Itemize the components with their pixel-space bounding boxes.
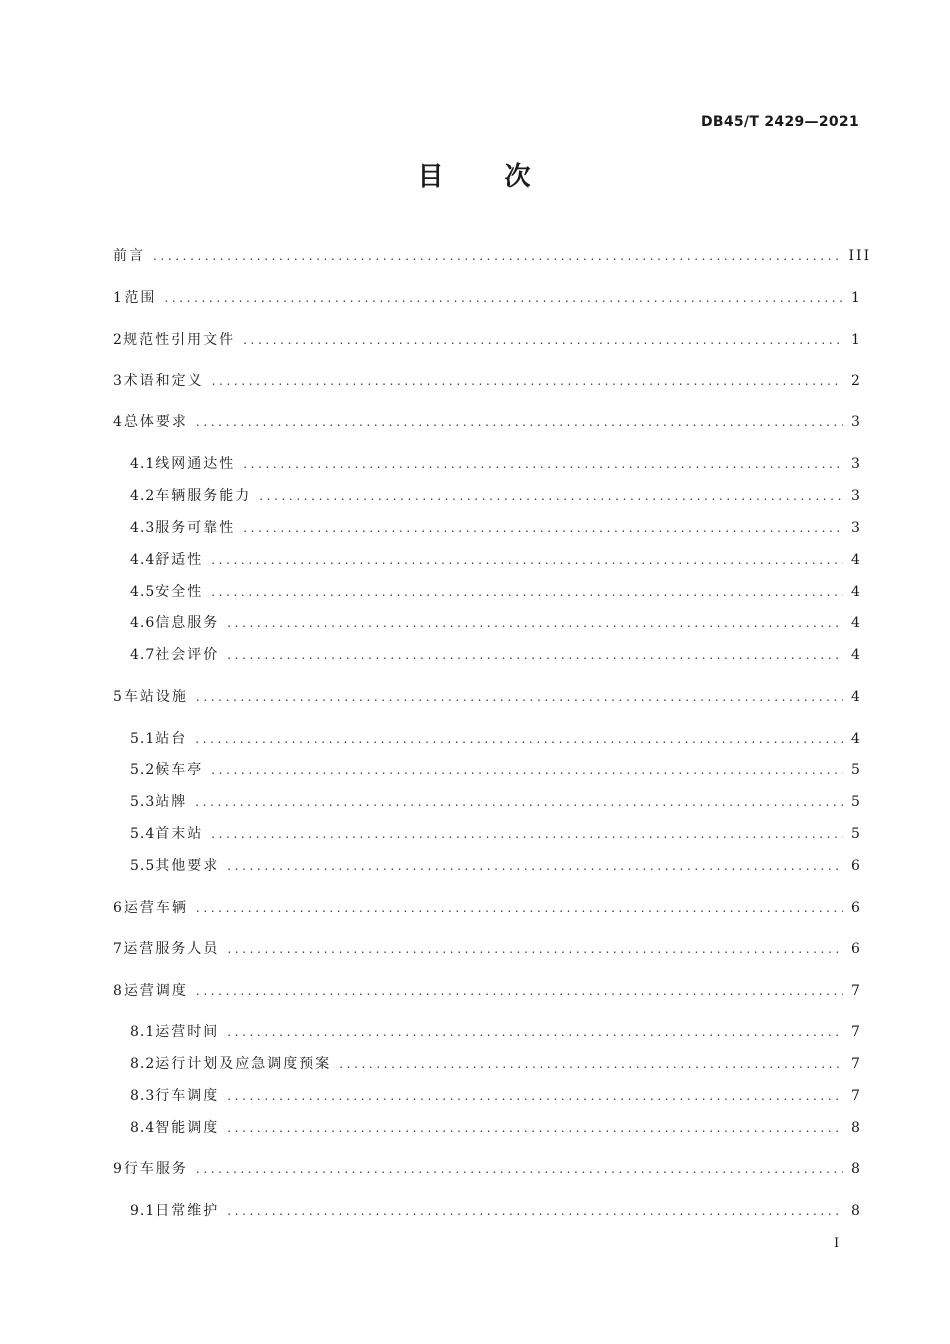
toc-entry-number: 5.4 (130, 826, 156, 842)
toc-entry-page: 1 (851, 332, 860, 348)
toc-entry-page: 2 (851, 373, 860, 389)
toc-entry-page: 4 (851, 615, 860, 631)
document-code: DB45/T 2429—2021 (700, 114, 859, 130)
toc-entry-page: 5 (851, 762, 860, 778)
toc-entry[interactable] (130, 517, 859, 539)
toc-dot-leader (211, 759, 843, 781)
toc-entry[interactable] (113, 370, 859, 392)
toc-entry-label: 行车服务 (123, 1161, 188, 1177)
toc-entry[interactable] (130, 1200, 859, 1222)
toc-entry-page: 8 (851, 1161, 860, 1177)
toc-entry[interactable] (130, 791, 859, 813)
toc-dot-leader (243, 453, 843, 475)
toc-dot-leader (243, 517, 843, 539)
toc-entry-label: 日常维护 (155, 1203, 220, 1219)
toc-entry[interactable] (113, 411, 859, 433)
toc-dot-leader (227, 855, 843, 877)
toc-entry-label: 行车调度 (155, 1088, 220, 1104)
toc-entry-number: 8.2 (130, 1056, 156, 1072)
toc-dot-leader (212, 370, 843, 392)
toc-entry-label: 术语和定义 (123, 373, 204, 389)
toc-entry-page: III (848, 248, 872, 264)
toc-entry-number: 6 (113, 900, 122, 916)
toc-entry[interactable] (130, 759, 859, 781)
toc-entry[interactable] (130, 1021, 859, 1043)
toc-entry-number: 8.4 (130, 1120, 156, 1136)
toc-dot-leader (196, 1158, 843, 1180)
toc-entry-number: 7 (113, 941, 122, 957)
toc-dot-leader (211, 549, 843, 571)
toc-entry-number: 4.4 (130, 552, 156, 568)
toc-entry-label: 信息服务 (155, 615, 220, 631)
toc-entry[interactable] (130, 485, 859, 507)
toc-entry-number: 4.7 (130, 647, 156, 663)
toc-dot-leader (227, 938, 843, 960)
toc-entry-page: 4 (851, 731, 860, 747)
toc-dot-leader (211, 581, 843, 603)
toc-entry-page: 7 (851, 983, 860, 999)
toc-entry-page: 7 (851, 1088, 860, 1104)
toc-dot-leader (196, 897, 843, 919)
toc-entry-number: 4.1 (130, 456, 156, 472)
toc-dot-leader (195, 791, 843, 813)
toc-entry[interactable] (113, 897, 859, 919)
toc-dot-leader (259, 485, 843, 507)
toc-entry[interactable] (113, 980, 859, 1002)
toc-entry-label: 舒适性 (155, 552, 204, 568)
toc-dot-leader (227, 1200, 843, 1222)
toc-entry-label: 总体要求 (123, 414, 188, 430)
toc-entry-label: 候车亭 (155, 762, 204, 778)
toc-entry[interactable] (130, 823, 859, 845)
toc-entry-page: 3 (851, 488, 860, 504)
toc-entry[interactable] (113, 287, 859, 309)
toc-entry-number: 4.5 (130, 584, 156, 600)
toc-entry-label: 服务可靠性 (155, 520, 236, 536)
toc-entry[interactable] (130, 855, 859, 877)
toc-entry[interactable] (130, 644, 859, 666)
toc-entry-number: 2 (113, 332, 122, 348)
toc-entry-label: 社会评价 (155, 647, 220, 663)
toc-entry-page: 4 (851, 552, 860, 568)
toc-entry-label: 规范性引用文件 (123, 332, 236, 348)
toc-entry-label: 运行计划及应急调度预案 (155, 1056, 332, 1072)
toc-entry[interactable] (130, 1085, 859, 1107)
toc-entry-number: 5.3 (130, 794, 156, 810)
toc-entry-page: 6 (851, 858, 860, 874)
page-title: 目 次 (417, 162, 533, 192)
toc-entry-label: 范围 (124, 290, 157, 306)
toc-entry-label: 运营车辆 (123, 900, 188, 916)
toc-entry[interactable] (130, 549, 859, 571)
toc-entry-number: 8.1 (130, 1024, 156, 1040)
toc-entry-label: 运营时间 (155, 1024, 220, 1040)
toc-entry-number: 8.3 (130, 1088, 156, 1104)
toc-entry-number: 5.5 (130, 858, 156, 874)
toc-entry[interactable] (113, 245, 872, 267)
toc-dot-leader (227, 612, 843, 634)
toc-entry[interactable] (130, 728, 859, 750)
toc-entry-number: 8 (113, 983, 122, 999)
toc-entry-number: 5.2 (130, 762, 156, 778)
toc-dot-leader (227, 1021, 843, 1043)
toc-entry-number: 4.3 (130, 520, 156, 536)
toc-entry[interactable] (130, 612, 859, 634)
toc-entry-page: 4 (851, 689, 860, 705)
toc-dot-leader (227, 644, 843, 666)
toc-entry-page: 6 (851, 900, 860, 916)
toc-dot-leader (227, 1085, 843, 1107)
toc-entry[interactable] (130, 581, 859, 603)
toc-entry[interactable] (130, 1053, 859, 1075)
toc-entry-label: 车辆服务能力 (155, 488, 252, 504)
toc-dot-leader (243, 329, 843, 351)
toc-entry[interactable] (113, 329, 859, 351)
toc-entry-label: 站牌 (155, 794, 188, 810)
toc-entry-label: 线网通达性 (155, 456, 236, 472)
footer-page-number: I (834, 1236, 840, 1251)
toc-entry-page: 5 (851, 794, 860, 810)
toc-entry-page: 3 (851, 456, 860, 472)
toc-entry-page: 7 (851, 1024, 860, 1040)
toc-dot-leader (339, 1053, 843, 1075)
toc-entry-page: 5 (851, 826, 860, 842)
toc-entry-label: 前言 (113, 248, 145, 264)
toc-entry-page: 6 (851, 941, 860, 957)
toc-entry-label: 其他要求 (155, 858, 220, 874)
toc-entry-page: 3 (851, 414, 860, 430)
toc-dot-leader (227, 1117, 843, 1139)
toc-entry-number: 5.1 (130, 731, 156, 747)
toc-entry-label: 站台 (155, 731, 188, 747)
toc-entry[interactable] (113, 1158, 859, 1180)
toc-entry-page: 8 (851, 1203, 860, 1219)
toc-entry[interactable] (130, 1117, 859, 1139)
toc-entry-label: 安全性 (155, 584, 204, 600)
toc-entry-page: 7 (851, 1056, 860, 1072)
toc-dot-leader (153, 245, 841, 267)
toc-dot-leader (196, 411, 843, 433)
toc-entry-page: 3 (851, 520, 860, 536)
toc-entry-page: 4 (851, 647, 860, 663)
toc-entry-page: 8 (851, 1120, 860, 1136)
toc-entry-label: 首末站 (155, 826, 204, 842)
toc-entry-number: 9 (113, 1161, 122, 1177)
toc-entry-number: 1 (113, 290, 122, 306)
toc-entry-number: 3 (113, 373, 122, 389)
toc-entry-number: 4.6 (130, 615, 156, 631)
toc-entry-label: 车站设施 (123, 689, 188, 705)
toc-entry-label: 智能调度 (155, 1120, 220, 1136)
toc-entry-number: 4 (113, 414, 122, 430)
toc-entry-page: 4 (851, 584, 860, 600)
toc-entry-page: 1 (851, 290, 860, 306)
toc-entry-number: 9.1 (130, 1203, 156, 1219)
toc-entry-label: 运营调度 (123, 983, 188, 999)
toc-dot-leader (211, 823, 843, 845)
toc-dot-leader (195, 728, 843, 750)
toc-dot-leader (196, 686, 843, 708)
toc-entry[interactable] (113, 686, 859, 708)
toc-entry-label: 运营服务人员 (123, 941, 220, 957)
toc-entry-number: 4.2 (130, 488, 156, 504)
toc-entry-number: 5 (113, 689, 122, 705)
toc-entry[interactable] (130, 453, 859, 475)
toc-entry[interactable] (113, 938, 859, 960)
toc-dot-leader (196, 980, 843, 1002)
toc-dot-leader (164, 287, 843, 309)
